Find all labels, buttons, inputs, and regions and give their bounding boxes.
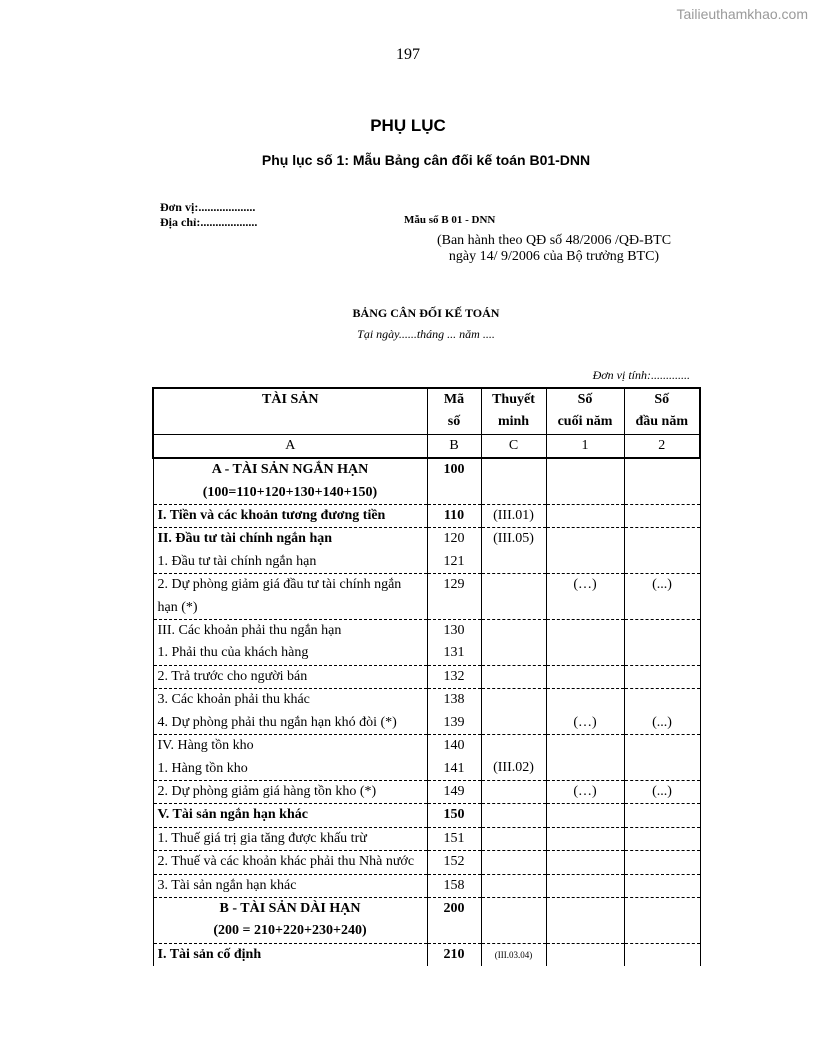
row-code: 110	[427, 505, 481, 528]
row-item: 2. Dự phòng giảm giá hàng tồn kho (*)	[153, 780, 427, 803]
header-code-line1: Mã	[443, 392, 465, 407]
section-heading: A - TÀI SẢN NGẮN HẠN	[211, 462, 369, 478]
table-row	[153, 458, 700, 504]
table-row	[153, 574, 700, 620]
row-item-line: 1. Đầu tư tài chính ngắn hạn	[157, 553, 317, 569]
unit-name: Đơn vị:...................	[160, 200, 256, 214]
row-code-line: 121	[443, 553, 465, 569]
watermark: Tailieuthamkhao.com	[676, 6, 808, 22]
table-header-row	[153, 388, 700, 434]
row-item-line: 1. Phải thu của khách hàng	[157, 645, 309, 661]
row-note: (III.01)	[481, 505, 546, 528]
row-note	[481, 851, 546, 874]
row-begin-value	[624, 735, 700, 781]
section-formula: (200 = 210+220+230+240)	[213, 923, 367, 939]
appendix-subtitle: Phụ lục số 1: Mẫu Bảng cân đối kế toán B01-DNN	[261, 152, 591, 168]
row-item	[153, 735, 427, 781]
row-end-value	[546, 851, 624, 874]
page-title: PHỤ LỤC	[370, 116, 446, 135]
row-item-line: 1. Hàng tồn kho	[157, 760, 248, 776]
row-note	[481, 804, 546, 827]
row-item-line: 4. Dự phòng phải thu ngắn hạn khó đòi (*)	[157, 714, 397, 730]
header-end-line1: Số	[577, 392, 593, 407]
row-code: 152	[427, 851, 481, 874]
row-item-line: 3. Các khoản phải thu khác	[157, 692, 310, 708]
row-item: V. Tài sản ngắn hạn khác	[153, 804, 427, 827]
header-note-line2: minh	[497, 414, 530, 430]
row-item: 2. Trả trước cho người bán	[153, 665, 427, 688]
row-end-value	[546, 735, 624, 781]
row-code: 151	[427, 827, 481, 850]
row-end-value	[546, 505, 624, 528]
table-row	[153, 689, 700, 735]
row-begin-value	[624, 827, 700, 850]
row-item	[153, 528, 427, 574]
row-begin-value	[624, 943, 700, 966]
row-item-line: IV. Hàng tồn kho	[157, 738, 254, 754]
table-row	[153, 735, 700, 781]
table-row	[153, 827, 700, 850]
balance-sheet-table	[152, 387, 701, 966]
row-item	[153, 689, 427, 735]
row-code	[427, 689, 481, 735]
header-end-line2: cuối năm	[557, 414, 613, 430]
table-row	[153, 804, 700, 827]
row-begin-value	[624, 528, 700, 574]
row-item: 1. Thuế giá trị gia tăng được khấu trừ	[153, 827, 427, 850]
issued-by-line-2: ngày 14/ 9/2006 của Bộ trưởng BTC)	[448, 249, 660, 264]
row-note: (III.05)	[481, 528, 546, 574]
row-code-line: 130	[443, 623, 465, 639]
header-begin-line1: Số	[654, 392, 670, 407]
column-letter: B	[427, 434, 481, 458]
row-item-line: II. Đầu tư tài chính ngắn hạn	[157, 531, 333, 547]
row-end-value	[546, 620, 624, 666]
row-code: 100	[427, 458, 481, 504]
header-note	[481, 388, 546, 434]
row-begin-value	[624, 851, 700, 874]
table-row	[153, 528, 700, 574]
row-note	[481, 574, 546, 620]
row-note	[481, 458, 546, 504]
column-letter: A	[153, 434, 427, 458]
row-item: 3. Tài sản ngắn hạn khác	[153, 874, 427, 897]
column-letter: C	[481, 434, 546, 458]
row-code: 150	[427, 804, 481, 827]
balance-sheet-title: BẢNG CÂN ĐỐI KẾ TOÁN	[352, 306, 500, 320]
row-begin-value	[624, 505, 700, 528]
row-end-value	[546, 804, 624, 827]
page-number: 197	[396, 46, 420, 63]
column-letter-row	[153, 434, 700, 458]
row-code	[427, 528, 481, 574]
header-note-line1: Thuyết	[492, 392, 535, 407]
row-begin-value	[624, 804, 700, 827]
row-note: (III.03.04)	[481, 943, 546, 966]
row-code-line: 138	[443, 692, 465, 708]
row-code-line: 139	[443, 714, 465, 730]
row-code: 210	[427, 943, 481, 966]
form-code: Mẫu số B 01 - DNN	[404, 214, 496, 226]
row-begin-value: (...)	[624, 689, 700, 735]
row-end-value	[546, 665, 624, 688]
header-begin-line2: đầu năm	[635, 414, 689, 430]
row-note	[481, 874, 546, 897]
row-begin-value	[624, 897, 700, 943]
row-note	[481, 689, 546, 735]
header-code-line2: số	[447, 414, 461, 430]
currency-unit: Đơn vị tính:.............	[592, 368, 690, 382]
row-code	[427, 620, 481, 666]
row-code: 132	[427, 665, 481, 688]
table-row	[153, 505, 700, 528]
row-code: 129	[427, 574, 481, 620]
section-formula: (100=110+120+130+140+150)	[202, 484, 378, 500]
row-item: 2. Thuế và các khoản khác phải thu Nhà nước	[153, 851, 427, 874]
row-end-value: (…)	[546, 689, 624, 735]
row-begin-value	[624, 620, 700, 666]
row-begin-value	[624, 874, 700, 897]
row-end-value	[546, 874, 624, 897]
table-row	[153, 851, 700, 874]
row-note	[481, 665, 546, 688]
section-heading: B - TÀI SẢN DÀI HẠN	[219, 900, 361, 916]
row-begin-value: (...)	[624, 574, 700, 620]
row-code-line: 120	[443, 531, 465, 547]
row-note: (III.02)	[481, 735, 546, 781]
row-item: I. Tiền và các khoản tương đương tiền	[153, 505, 427, 528]
row-note	[481, 620, 546, 666]
row-code-line: 140	[443, 738, 465, 754]
row-note	[481, 897, 546, 943]
table-row	[153, 665, 700, 688]
row-code: 200	[427, 897, 481, 943]
issued-by-line-1: (Ban hành theo QĐ số 48/2006 /QĐ-BTC	[436, 233, 672, 248]
row-end-value	[546, 897, 624, 943]
table-row	[153, 943, 700, 966]
column-letter: 2	[624, 434, 700, 458]
row-item	[153, 620, 427, 666]
table-row	[153, 874, 700, 897]
row-note	[481, 780, 546, 803]
row-item	[153, 458, 427, 504]
row-item-line: III. Các khoản phải thu ngắn hạn	[157, 623, 342, 639]
row-code-line: 131	[443, 645, 465, 661]
unit-address: Địa chỉ:...................	[160, 215, 258, 229]
header-code	[427, 388, 481, 434]
row-note	[481, 827, 546, 850]
row-end-value	[546, 458, 624, 504]
row-item: 2. Dự phòng giảm giá đầu tư tài chính ngắn hạn (*)	[153, 574, 427, 620]
row-end-value	[546, 827, 624, 850]
row-item	[153, 897, 427, 943]
row-begin-value: (...)	[624, 780, 700, 803]
row-code: 149	[427, 780, 481, 803]
row-code-line: 141	[443, 760, 465, 776]
row-end-value	[546, 528, 624, 574]
column-letter: 1	[546, 434, 624, 458]
header-beginning-of-year	[624, 388, 700, 434]
row-end-value	[546, 943, 624, 966]
header-asset: TÀI SẢN	[153, 388, 427, 434]
table-row	[153, 620, 700, 666]
row-begin-value	[624, 458, 700, 504]
row-code: 158	[427, 874, 481, 897]
table-row	[153, 780, 700, 803]
row-item: I. Tài sản cố định	[153, 943, 427, 966]
table-row	[153, 897, 700, 943]
row-code	[427, 735, 481, 781]
row-begin-value	[624, 665, 700, 688]
row-end-value: (…)	[546, 780, 624, 803]
row-end-value: (…)	[546, 574, 624, 620]
header-end-of-year	[546, 388, 624, 434]
balance-sheet-date: Tại ngày......tháng ... năm ....	[357, 327, 495, 341]
